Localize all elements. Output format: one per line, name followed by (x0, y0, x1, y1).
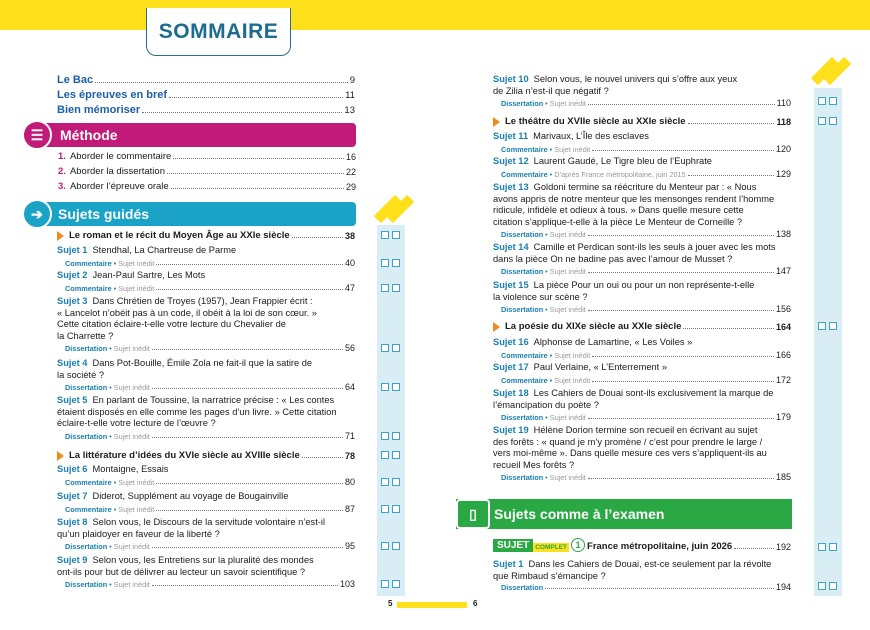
sujet-kind: Commentaire (65, 258, 112, 268)
checkbox-traite[interactable] (392, 451, 400, 459)
sujet-meta-line (501, 98, 791, 108)
sujet-text: étaient disposés en elle comme les pages d’un livre. » Cette citation (57, 406, 337, 417)
bullet: • (545, 99, 548, 108)
right-sujet-5[interactable] (493, 242, 791, 265)
sujet-text-line (493, 337, 791, 349)
sujet-meta-line (501, 412, 791, 422)
sujet-number: Sujet 16 (493, 337, 529, 347)
sujet-kind: Dissertation (501, 99, 544, 108)
sujet-meta-line (65, 477, 355, 487)
sujet-text: l’émancipation du poète ? (493, 399, 599, 410)
sujet-page: 56 (344, 343, 355, 353)
sujet-desc: Sujet inédit (118, 477, 155, 487)
sujet-meta-line (501, 350, 791, 360)
sujet-number: Sujet 11 (493, 131, 529, 141)
sujet-meta-line (501, 304, 791, 314)
sujet-meta-line (501, 144, 791, 154)
checkbox-traite[interactable] (392, 478, 400, 486)
sujet-meta-line (501, 229, 791, 239)
sujet-text: la Charrette ? (57, 330, 114, 341)
sujet-text-line (57, 319, 355, 331)
page-number-left: 5 (388, 599, 393, 608)
sujet-text: Paul Verlaine, « L’Enterrement » (533, 362, 667, 372)
sujet-text: Les Cahiers de Douai sont-ils exclusivement la marque de (533, 388, 774, 398)
bullet: • (545, 473, 548, 482)
sujet-text-line (57, 245, 355, 257)
sujet-desc: Sujet inédit (549, 99, 586, 108)
sujet-text-line (493, 388, 791, 400)
sujet-text-line (57, 567, 355, 579)
sujet-text: Goldoni termine sa réécriture du Menteur par : « Nous (533, 182, 757, 192)
sujet-page: 47 (344, 282, 355, 293)
leader-dots (592, 150, 774, 151)
checkbox-a-traiter[interactable] (381, 505, 389, 513)
sujet-desc: Sujet inédit (549, 305, 586, 314)
left-sujet-7[interactable] (57, 491, 355, 503)
sujet-kind: Commentaire (65, 504, 112, 514)
sujet-meta-line (501, 472, 791, 482)
section-sujets-guides-header: Sujets guidés (30, 202, 356, 226)
checkbox-traite[interactable] (829, 117, 837, 125)
sujet-text-line (57, 395, 355, 407)
sujet-text-line (493, 217, 791, 229)
sujet-text: dans la pièce On ne badine pas avec l’amour de Musset ? (493, 253, 733, 264)
arrow-right-circle-icon: ➔ (22, 199, 52, 229)
sujet-text-line (57, 358, 355, 370)
toc-link-epreuves[interactable]: Les épreuves en bref 11 (57, 89, 355, 101)
sujet-kind: Dissertation (501, 305, 544, 314)
sujet-page: 147 (775, 266, 791, 276)
toc-link-memoriser[interactable]: Bien mémoriser 13 (57, 104, 355, 116)
left-sujet-1[interactable] (57, 245, 355, 257)
left-sujet-4[interactable] (57, 358, 355, 381)
checkbox-traite[interactable] (392, 284, 400, 292)
sujet-text: éclaire-t-elle votre lecture de l’œuvre ? (57, 418, 216, 428)
left-sujet-5[interactable] (57, 395, 355, 430)
sujet-kind: Dissertation (501, 267, 544, 276)
top-yellow-band (0, 0, 870, 30)
leader-dots (588, 310, 774, 311)
checkbox-traite[interactable] (829, 543, 837, 551)
sujet-text: Camille et Perdican sont-ils les seuls à jouer avec les mots (533, 242, 776, 252)
sujet-kind: Commentaire (65, 283, 112, 293)
sujet-page: 120 (775, 143, 791, 154)
sujet-desc: Sujet inédit (113, 542, 150, 551)
leader-dots (156, 483, 343, 484)
sujet-kind: Dissertation (65, 431, 108, 441)
document-icon: ▯ (456, 499, 490, 529)
section-examen-header: Sujets comme à l’examen (456, 499, 792, 529)
sujet-desc: Sujet inédit (118, 258, 155, 268)
checkbox-traite[interactable] (392, 383, 400, 391)
checkbox-traite[interactable] (392, 542, 400, 550)
sujet-text-line (493, 156, 791, 168)
left-sujet-9[interactable] (57, 555, 355, 578)
sujet-text-line (493, 437, 791, 449)
bullet: • (549, 375, 553, 385)
leader-dots (588, 272, 774, 273)
sujet-text: Alphonse de Lamartine, « Les Voiles » (533, 337, 693, 347)
sujet-page: 71 (344, 430, 355, 441)
sujet-text-line (493, 254, 791, 266)
sujet-text: ridicule, infidèle et odieux à tous. » Dans quelle mesure cette (493, 205, 744, 215)
bullet: • (545, 413, 548, 422)
sujet-page: 40 (344, 257, 355, 268)
sujet-kind: Commentaire (501, 144, 548, 154)
sujet-text: ont-ils pour but de délivrer au lecteur un savoir scientifique ? (57, 566, 306, 577)
sujet-number: Sujet 17 (493, 362, 529, 372)
page-number-right: 6 (473, 599, 478, 608)
examen-sujet-1[interactable]: Sujet 1 Dans les Cahiers de Douai, est-ce seulement par la révolte que Rimbaud s’émancipe ? (493, 559, 772, 581)
checkbox-traite[interactable] (392, 580, 400, 588)
checkbox-a-traiter[interactable] (381, 383, 389, 391)
theme-roman[interactable]: Le roman et le récit du Moyen Âge au XXIe siècle 38 (57, 230, 355, 241)
leader-dots (588, 418, 774, 419)
sujet-text: Marivaux, L’Île des esclaves (533, 131, 649, 141)
sujet-page: 185 (775, 472, 791, 482)
sujet-number: Sujet 19 (493, 425, 529, 435)
sujet-meta-line (65, 504, 355, 514)
checkbox-a-traiter[interactable] (381, 478, 389, 486)
sujet-number: Sujet 9 (57, 555, 88, 565)
right-sujet-1[interactable] (493, 74, 791, 97)
sujet-number: Sujet 6 (57, 464, 88, 474)
checkbox-a-traiter[interactable] (381, 284, 389, 292)
bullet: • (113, 283, 117, 293)
sujet-text-line (493, 280, 791, 292)
leader-dots (592, 381, 774, 382)
right-sujet-6[interactable] (493, 280, 791, 303)
sujet-desc: Sujet inédit (113, 383, 150, 392)
bullet: • (109, 344, 112, 353)
checkbox-a-traiter[interactable] (381, 580, 389, 588)
checkbox-extra[interactable] (829, 97, 837, 105)
sujet-text-line (57, 491, 355, 503)
right-sujet-2[interactable] (493, 131, 791, 143)
sujet-text: Laurent Gaudé, Le Tigre bleu de l’Euphrate (533, 156, 712, 166)
sujet-text: Montaigne, Essais (92, 464, 169, 474)
sujet-text: de Zilia n’est-il que négatif ? (493, 85, 609, 96)
sujet-number: Sujet 2 (57, 270, 88, 280)
sujet-kind: Dissertation (501, 473, 544, 482)
checkbox-traite[interactable] (829, 582, 837, 590)
checkbox-a-traiter[interactable] (381, 451, 389, 459)
sujet-text: Selon vous, le Discours de la servitude volontaire n’est-il (92, 517, 326, 527)
methode-item-1[interactable]: 1. Aborder le commentaire 16 (58, 151, 356, 162)
bullet: • (545, 305, 548, 314)
sujet-kind: Commentaire (501, 350, 548, 360)
checklist-icon: ☰ (22, 120, 52, 150)
sujet-page: 138 (775, 229, 791, 239)
checkbox-a-traiter[interactable] (818, 543, 826, 551)
sujet-kind: Dissertation (65, 542, 108, 551)
sujet-text-line (493, 242, 791, 254)
left-sujet-8[interactable] (57, 517, 355, 540)
right-sujet-10[interactable] (493, 425, 791, 471)
sujet-text-line (57, 296, 355, 308)
examen-sujet-1-meta: Dissertation 194 (501, 582, 791, 592)
sujet-complet-1[interactable]: SUJET COMPLET 1 France métropolitaine, juin 2026 192 (493, 538, 791, 552)
sujet-text-line (493, 194, 791, 206)
checkbox-a-traiter[interactable] (818, 582, 826, 590)
section-methode-header: Méthode (30, 123, 356, 147)
sujet-meta-line (501, 266, 791, 276)
sujet-text: Dans Pot-Bouille, Émile Zola ne fait-il que la satire de (92, 358, 313, 368)
sujet-number: Sujet 15 (493, 280, 529, 290)
checkbox-traite[interactable] (392, 231, 400, 239)
sujet-desc: Sujet inédit (554, 375, 591, 385)
sujet-text: vers moi-même ». Dans quelle mesure ces vers s’appliquent-ils au (493, 448, 767, 458)
bullet: • (549, 169, 553, 179)
checkbox-a-traiter[interactable] (818, 322, 826, 330)
bullet: • (545, 267, 548, 276)
checkbox-a-traiter[interactable] (381, 542, 389, 550)
sujet-kind: Dissertation (65, 344, 108, 353)
sujet-text-line (493, 131, 791, 143)
bullet: • (113, 258, 117, 268)
bullet: • (109, 383, 112, 392)
methode-item-3[interactable]: 3. Aborder l’épreuve orale 29 (58, 181, 356, 192)
sujet-desc: Sujet inédit (554, 144, 591, 154)
sujet-text: Selon vous, les Entretiens sur la pluralité des mondes (92, 555, 314, 565)
sujet-text: Cette citation éclaire-t-elle votre lecture du Chevalier de (57, 319, 286, 329)
bullet: • (109, 542, 112, 551)
sujet-number: Sujet 18 (493, 388, 529, 398)
sujet-number: Sujet 10 (493, 74, 529, 84)
sujet-page: 103 (339, 579, 355, 589)
theme-litterature-idees[interactable]: La littérature d’idées du XVIe siècle au XVIIIe siècle 78 (57, 450, 355, 461)
right-checkbox-column (814, 88, 842, 596)
sujet-text-line (57, 517, 355, 529)
sujet-number: Sujet 12 (493, 156, 529, 166)
sujet-text-line (493, 362, 791, 374)
methode-item-2[interactable]: 2. Aborder la dissertation 22 (58, 166, 356, 177)
sujet-text-line (493, 425, 791, 437)
leader-dots (588, 478, 774, 479)
leader-dots (152, 349, 343, 350)
left-checkbox-column (377, 225, 405, 596)
footer-bar (397, 602, 467, 608)
sujet-desc: Sujet inédit (549, 473, 586, 482)
leader-dots (152, 585, 338, 586)
leader-dots (588, 104, 775, 105)
sujet-text: citation s’applique-t-elle à la pièce Le Menteur de Corneille ? (493, 216, 743, 227)
sujet-text-line (493, 86, 791, 98)
sujet-desc: Sujet inédit (554, 350, 591, 360)
sujet-kind: Dissertation (65, 383, 108, 392)
sujet-kind: Commentaire (65, 477, 112, 487)
sujet-number: Sujet 13 (493, 182, 529, 192)
sujet-meta-line (65, 258, 355, 268)
checkbox-a-traiter[interactable] (381, 259, 389, 267)
left-sujet-3[interactable] (57, 296, 355, 342)
sujet-meta-line (65, 382, 355, 392)
sujet-text-line (493, 182, 791, 194)
sujet-text-line (57, 407, 355, 419)
sujet-meta-line (65, 343, 355, 353)
bullet: • (549, 350, 553, 360)
sujet-desc: Sujet inédit (113, 344, 150, 353)
sujet-desc: Sujet inédit (549, 267, 586, 276)
sujet-desc: Sujet inédit (549, 413, 586, 422)
right-sujet-7[interactable] (493, 337, 791, 349)
bullet: • (549, 144, 553, 154)
checkbox-a-traiter[interactable] (381, 432, 389, 440)
sujet-page: 110 (776, 98, 791, 108)
sujet-text-line (493, 448, 791, 460)
sujet-meta-line (65, 579, 355, 589)
sujet-desc: Sujet inédit (118, 283, 155, 293)
page-title: SOMMAIRE (146, 8, 291, 56)
sujet-text-line (493, 205, 791, 217)
checkbox-traite[interactable] (829, 322, 837, 330)
sujet-text-line (57, 418, 355, 430)
sujet-text: la violence sur scène ? (493, 291, 588, 302)
checkbox-a-traiter[interactable] (381, 231, 389, 239)
right-sujet-8[interactable] (493, 362, 791, 374)
sujet-text-line (493, 292, 791, 304)
sujet-page: 172 (775, 374, 791, 385)
sujet-text: Dans Chrétien de Troyes (1957), Jean Frappier écrit : (92, 296, 313, 306)
sujet-page: 95 (344, 541, 355, 551)
sujet-text: La pièce Pour un oui ou pour un non représente-t-elle (533, 280, 755, 290)
toc-link-le-bac[interactable]: Le Bac 9 (57, 74, 355, 86)
sujet-meta-line (65, 541, 355, 551)
sujet-page: 87 (344, 503, 355, 514)
leader-dots (156, 264, 343, 265)
leader-dots (588, 235, 774, 236)
bullet: • (109, 580, 112, 589)
sujet-text: la société ? (57, 369, 105, 380)
bullet: • (109, 431, 112, 441)
sujet-text-line (493, 460, 791, 472)
checkbox-traite[interactable] (392, 259, 400, 267)
leader-dots (688, 175, 774, 176)
leader-dots (156, 289, 343, 290)
sujet-desc: Sujet inédit (549, 230, 586, 239)
sujet-number: Sujet 3 (57, 296, 88, 306)
sujet-meta-line (65, 283, 355, 293)
leader-dots (156, 510, 343, 511)
theme-theatre[interactable]: Le théâtre du XVIIe siècle au XXIe siècle 118 (493, 116, 791, 127)
checkbox-extra[interactable] (818, 97, 826, 105)
sujet-desc: D’après France métropolitaine, juin 2015 (554, 169, 686, 179)
sujet-number: Sujet 1 (57, 245, 88, 255)
leader-dots (152, 547, 343, 548)
left-sujet-2[interactable] (57, 270, 355, 282)
sujet-text-line (493, 74, 791, 86)
checkbox-traite[interactable] (392, 432, 400, 440)
sujet-desc: Sujet inédit (118, 504, 155, 514)
sujet-page: 80 (344, 476, 355, 487)
sujet-text: Hélène Dorion termine son recueil en écrivant au sujet (533, 425, 758, 435)
sujet-text-line (57, 529, 355, 541)
sujet-page: 166 (775, 349, 791, 360)
sujet-text: Jean-Paul Sartre, Les Mots (92, 270, 206, 280)
sujet-text: Selon vous, le nouvel univers qui s’offre aux yeux (533, 74, 738, 84)
leader-dots (152, 437, 343, 438)
sujet-desc: Sujet inédit (113, 431, 150, 441)
sujet-text-line (493, 400, 791, 412)
checkbox-traite[interactable] (392, 344, 400, 352)
left-sujet-6[interactable] (57, 464, 355, 476)
sujet-meta-line (501, 169, 791, 179)
sujet-text-line (57, 370, 355, 382)
sujet-kind: Dissertation (501, 230, 544, 239)
sujet-text: recueil Mes forêts ? (493, 459, 575, 470)
sujet-text-line (57, 555, 355, 567)
sujet-number: Sujet 14 (493, 242, 529, 252)
sujet-number: Sujet 5 (57, 395, 88, 405)
sujet-meta-line (501, 375, 791, 385)
bullet: • (113, 477, 117, 487)
sujet-text-line (57, 270, 355, 282)
sujet-number: Sujet 4 (57, 358, 88, 368)
right-sujet-4[interactable] (493, 182, 791, 228)
sujet-kind: Dissertation (501, 413, 544, 422)
sujet-text: « Lancelot n’obéit pas à un code, il obéit à la loi de son cœur. » (57, 307, 317, 318)
sujet-number: Sujet 7 (57, 491, 88, 501)
sujet-desc: Sujet inédit (113, 580, 150, 589)
checkbox-a-traiter[interactable] (818, 117, 826, 125)
sujet-page: 156 (775, 304, 791, 314)
leader-dots (152, 388, 343, 389)
right-sujet-9[interactable] (493, 388, 791, 411)
sujet-number: Sujet 8 (57, 517, 88, 527)
leader-dots (592, 356, 774, 357)
sujet-text: avons appris de notre menteur que les mensonges rendent l’homme (493, 193, 775, 204)
sujet-meta-line (65, 431, 355, 441)
bullet: • (545, 230, 548, 239)
sujet-text: qu’un plaidoyer en faveur de la liberté ? (57, 528, 220, 539)
sujet-kind: Dissertation (65, 580, 108, 589)
sujet-text: Stendhal, La Chartreuse de Parme (92, 245, 237, 255)
bullet: • (113, 504, 117, 514)
sujet-page: 179 (775, 412, 791, 422)
right-sujet-3[interactable] (493, 156, 791, 168)
sujet-kind: Commentaire (501, 169, 548, 179)
checkbox-a-traiter[interactable] (381, 344, 389, 352)
sujet-text: Diderot, Supplément au voyage de Bougainville (92, 491, 289, 501)
sujet-text: des forêts : « quand je m’y promène / c’est pour prendre le large / (493, 436, 763, 447)
sujet-page: 64 (344, 382, 355, 392)
sujet-kind: Commentaire (501, 375, 548, 385)
checkbox-traite[interactable] (392, 505, 400, 513)
sujet-text: En parlant de Toussine, la narratrice précise : « Les contes (92, 395, 335, 405)
sujet-page: 129 (775, 168, 791, 179)
sujet-text-line (57, 331, 355, 343)
theme-poesie[interactable]: La poésie du XIXe siècle au XXIe siècle 164 (493, 321, 791, 332)
sujet-text-line (57, 308, 355, 320)
sujet-text-line (57, 464, 355, 476)
